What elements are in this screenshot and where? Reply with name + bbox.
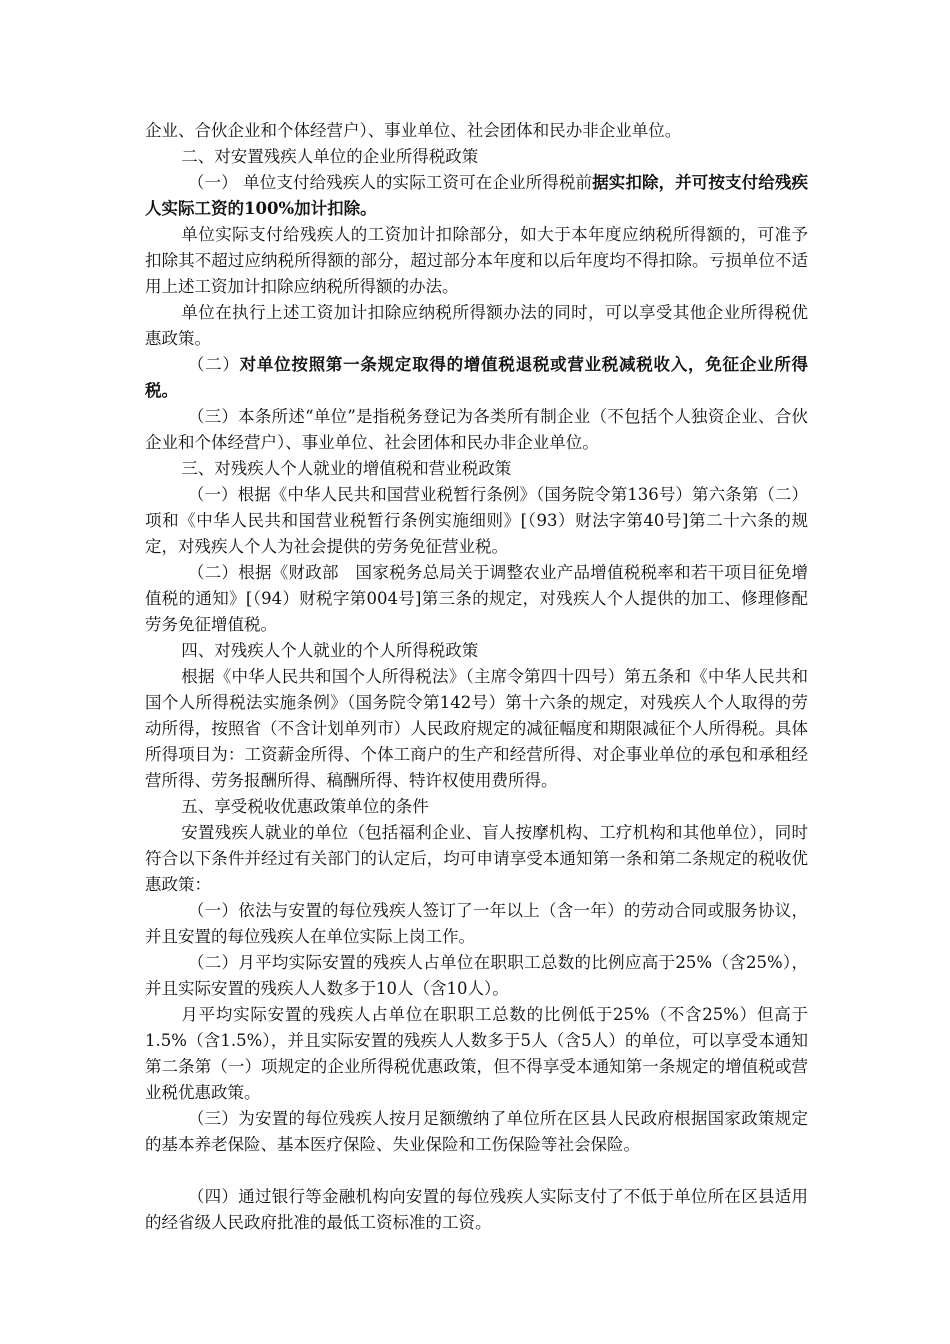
heading-section-3: 三、对残疾人个人就业的增值税和营业税政策 bbox=[181, 459, 512, 478]
blank-line bbox=[145, 1158, 808, 1184]
paragraph-3-2: （二）根据《财政部 国家税务总局关于调整农业产品增值税税率和若干项目征免增值税的通知》[（94）财税字第004号]第三条的规定，对残疾人个人提供的加工、修理修配劳务免征增值税。 bbox=[145, 563, 808, 634]
paragraph-2-1 bbox=[145, 170, 808, 222]
paragraph-2-2-number: （二） bbox=[187, 355, 240, 374]
paragraph-5-2: （二）月平均实际安置的残疾人占单位在职职工总数的比例应高于25%（含25%），并且实际安置的残疾人人数多于10人（含10人）。 bbox=[145, 953, 808, 998]
heading-section-2: 二、对安置残疾人单位的企业所得税政策 bbox=[181, 147, 479, 166]
paragraph-2-1-lead: （一） 单位支付给残疾人的实际工资可在企业所得税前 bbox=[187, 173, 593, 192]
paragraph-3-1: （一）根据《中华人民共和国营业税暂行条例》（国务院令第136号）第六条第（二）项和《中华人民共和国营业税暂行条例实施细则》[（93）财法字第40号]第二十六条的规定，对残疾人个人为社会提供的劳务免征营业税。 bbox=[145, 485, 808, 556]
paragraph-5-3: （三）为安置的每位残疾人按月足额缴纳了单位所在区县人民政府根据国家政策规定的基本养老保险、基本医疗保险、失业保险和工伤保险等社会保险。 bbox=[145, 1109, 808, 1154]
heading-section-4: 四、对残疾人个人就业的个人所得税政策 bbox=[181, 641, 479, 660]
paragraph-2-1-other-preferences: 单位在执行上述工资加计扣除应纳税所得额办法的同时，可以享受其他企业所得税优惠政策。 bbox=[145, 303, 808, 348]
paragraph-5-2-lower-ratio: 月平均实际安置的残疾人占单位在职职工总数的比例低于25%（不含25%）但高于1.5%（含1.5%），并且实际安置的残疾人人数多于5人（含5人）的单位，可以享受本通知第二条第（一）项规定的企业所得税优惠政策，但不得享受本通知第一条规定的增值税或营业税优惠政策。 bbox=[145, 1005, 808, 1102]
paragraph-5-intro: 安置残疾人就业的单位（包括福利企业、盲人按摩机构、工疗机构和其他单位），同时符合以下条件并经过有关部门的认定后，均可申请享受本通知第一条和第二条规定的税收优惠政策： bbox=[145, 823, 808, 894]
paragraph-2-1-deduction-limit: 单位实际支付给残疾人的工资加计扣除部分，如大于本年度应纳税所得额的，可准予扣除其不超过应纳税所得额的部分，超过部分本年度和以后年度均不得扣除。亏损单位不适用上述工资加计扣除应纳税所得额的办法。 bbox=[145, 225, 808, 296]
document-body bbox=[145, 118, 808, 1236]
paragraph-2-2-bold: 对单位按照第一条规定取得的增值税退税或营业税减税收入，免征企业所得税。 bbox=[145, 355, 809, 400]
paragraph-5-4: （四）通过银行等金融机构向安置的每位残疾人实际支付了不低于单位所在区县适用的经省级人民政府批准的最低工资标准的工资。 bbox=[145, 1187, 808, 1232]
paragraph-2-2 bbox=[145, 352, 808, 404]
heading-section-5: 五、享受税收优惠政策单位的条件 bbox=[181, 797, 429, 816]
paragraph-entity-scope-tail: 企业、合伙企业和个体经营户）、事业单位、社会团体和民办非企业单位。 bbox=[145, 121, 682, 140]
paragraph-4-body: 根据《中华人民共和国个人所得税法》（主席令第四十四号）第五条和《中华人民共和国个人所得税法实施条例》（国务院令第142号）第十六条的规定，对残疾人个人取得的劳动所得，按照省（不含计划单列市）人民政府规定的减征幅度和期限减征个人所得税。具体所得项目为：工资薪金所得、个体工商户的生产和经营所得、对企事业单位的承包和承租经营所得、劳务报酬所得、稿酬所得、特许权使用费所得。 bbox=[145, 667, 808, 790]
paragraph-5-1: （一）依法与安置的每位残疾人签订了一年以上（含一年）的劳动合同或服务协议，并且安置的每位残疾人在单位实际上岗工作。 bbox=[145, 901, 808, 946]
paragraph-2-1-bold: 据实扣除，并可按支付给残疾人实际工资的100%加计扣除。 bbox=[145, 173, 809, 218]
paragraph-2-3: （三）本条所述“单位”是指税务登记为各类所有制企业（不包括个人独资企业、合伙企业和个体经营户）、事业单位、社会团体和民办非企业单位。 bbox=[145, 407, 808, 452]
